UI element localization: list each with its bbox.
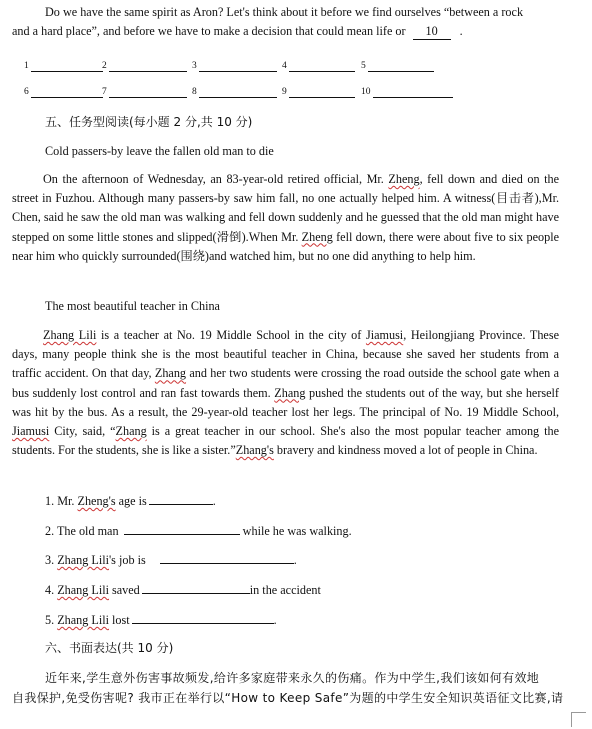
answer-line — [31, 97, 103, 98]
answer-line — [199, 97, 277, 98]
answer-label: 4 — [282, 61, 287, 71]
answer-line — [373, 97, 453, 98]
answer-line — [289, 97, 355, 98]
passage-2-body: Zhang Lili is a teacher at No. 19 Middle School in the city of Jiamusi, Heilongjiang Province. These days, many people think she is the most beautiful teacher in China, because she saved her students from a traffic accident. On that day, Zhang and her two students were crossing the road outside the school gate when a bus suddenly lost control and ran fast towards them. Zhang pushed the students out of the way, but she herself was hit by the bus. As a result, the 29-year-old teacher lost her legs. The principal of No. 19 Middle School, Jiamusi City, said, “Zhang is a great teacher in our school. She's also the most popular teacher among the students. For the students, she is like a sister.”Zhang's bravery and kindness moved a lot of people in China. — [12, 328, 559, 458]
writing-prompt-line-2: 自我保护,免受伤害呢? 我市正在举行以“How to Keep Safe”为题的中学生安全知识英语征文比赛,请 — [12, 691, 564, 705]
question-3: 3. Zhang Lili's job is . — [45, 553, 297, 567]
answer-label: 9 — [282, 87, 287, 97]
answer-label: 2 — [102, 61, 107, 71]
answer-blank[interactable] — [132, 611, 274, 624]
intro-answer-blank: 10 — [413, 23, 451, 40]
answer-line — [289, 71, 355, 72]
answer-label: 1 — [24, 61, 29, 71]
question-5: 5. Zhang Lili lost . — [45, 613, 277, 627]
section-6-heading: 六、书面表达(共 10 分) — [45, 641, 174, 655]
section-5-heading: 五、任务型阅读(每小题 2 分,共 10 分) — [45, 115, 253, 129]
answer-line — [109, 71, 187, 72]
intro-line-2-text: and a hard place”, and before we have to make a decision that could mean life or — [12, 24, 406, 38]
answer-label: 3 — [192, 61, 197, 71]
answer-blank[interactable] — [149, 492, 213, 505]
passage-2-title: The most beautiful teacher in China — [45, 299, 220, 313]
question-1: 1. Mr. Zheng's age is . — [45, 494, 216, 508]
writing-prompt-line-1: 近年来,学生意外伤害事故频发,给许多家庭带来永久的伤痛。作为中学生,我们该如何有效地 — [45, 671, 540, 685]
intro-line-1: Do we have the same spirit as Aron? Let's think about it before we find ourselves “between a rock — [45, 5, 524, 19]
answer-blank[interactable] — [142, 581, 250, 594]
passage-1-title: Cold passers-by leave the fallen old man to die — [45, 144, 274, 158]
answer-blank[interactable] — [124, 522, 240, 535]
answer-line — [368, 71, 434, 72]
answer-label: 10 — [361, 87, 371, 97]
answer-label: 7 — [102, 87, 107, 97]
page-corner-mark — [571, 712, 586, 727]
answer-line — [31, 71, 103, 72]
intro-line-2 — [12, 23, 463, 40]
answer-label: 8 — [192, 87, 197, 97]
passage-1-body: On the afternoon of Wednesday, an 83-year-old retired official, Mr. Zheng, fell down and died on the street in Fuzhou. Although many passers-by saw him fall, no one actually helped him. A witness(目击者),Mr. Chen, said he saw the old man was walking and fell down suddenly and he guessed that the old man might have stepped on some little stones and slipped(滑倒).When Mr. Zheng fell down, there were about five to six people near him who quickly surrounded(围绕)and watched him, but no one did anything to help him. — [12, 172, 559, 263]
intro-line-2-end: . — [459, 24, 463, 38]
answer-line — [109, 97, 187, 98]
answer-label: 6 — [24, 87, 29, 97]
question-2: 2. The old man while he was walking. — [45, 524, 352, 538]
answer-line — [199, 71, 277, 72]
answer-blank[interactable] — [160, 551, 294, 564]
answer-label: 5 — [361, 61, 366, 71]
question-4: 4. Zhang Lili saved in the accident — [45, 583, 321, 597]
